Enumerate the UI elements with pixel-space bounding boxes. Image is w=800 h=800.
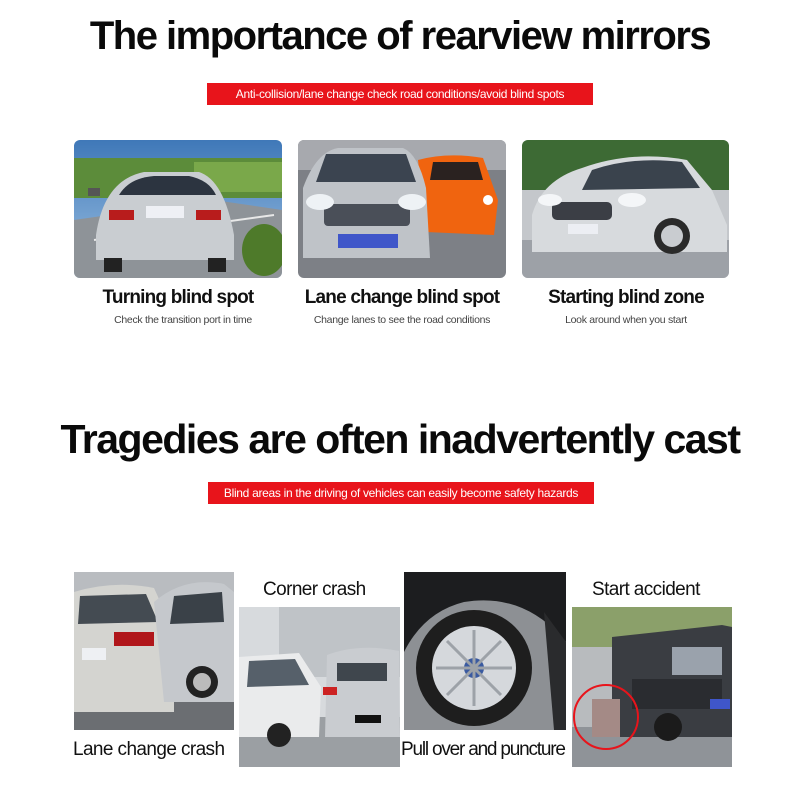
lane-change-blind-spot-photo <box>298 140 506 278</box>
lane-change-crash-photo <box>74 572 234 730</box>
corner-crash-label: Corner crash <box>263 579 366 600</box>
corner-crash-photo <box>239 607 400 767</box>
card-subtitle: Look around when you start <box>565 314 687 326</box>
card-subtitle: Change lanes to see the road conditions <box>313 314 491 326</box>
start-accident-photo <box>572 607 732 767</box>
card-caption: Lane change blind spot <box>304 287 500 308</box>
card-caption: Starting blind zone <box>548 287 704 308</box>
red-banner-bottom: Blind areas in the driving of vehicles can easily become safety hazards <box>208 482 594 504</box>
starting-blind-zone-photo <box>522 140 729 278</box>
pull-over-puncture-photo <box>404 572 566 730</box>
lane-change-crash-label: Lane change crash <box>73 739 225 760</box>
turning-blind-spot-photo <box>74 140 282 278</box>
card-subtitle: Check the transition port in time <box>114 314 252 326</box>
card-caption: Turning blind spot <box>102 287 254 308</box>
start-accident-label: Start accident <box>592 579 700 600</box>
section-title: Tragedies are often inadvertently cast <box>60 416 740 462</box>
main-title: The importance of rearview mirrors <box>89 14 711 58</box>
red-banner-top: Anti-collision/lane change check road conditions/avoid blind spots <box>207 83 593 105</box>
pull-over-puncture-label: Pull over and puncture <box>401 739 565 760</box>
